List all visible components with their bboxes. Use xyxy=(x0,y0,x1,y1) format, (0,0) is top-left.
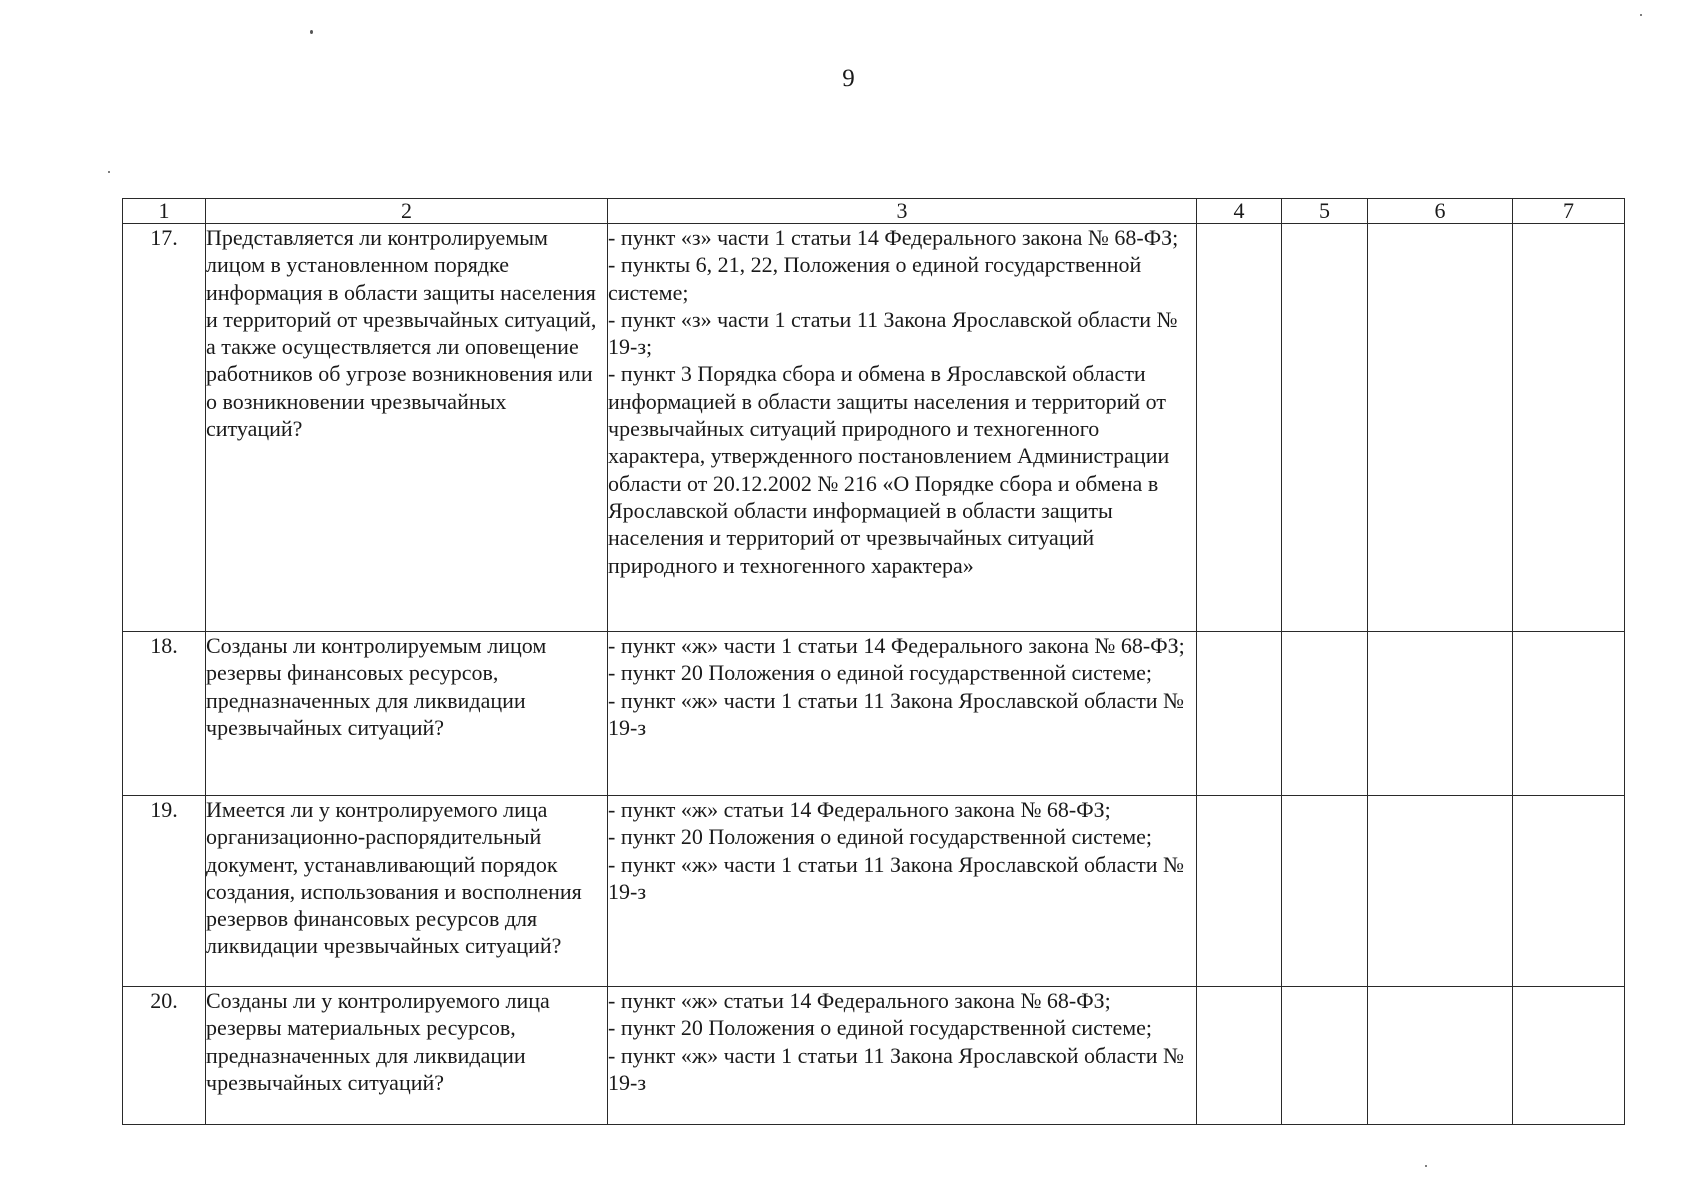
row-number: 17. xyxy=(123,224,206,632)
table-header-row xyxy=(123,199,1625,224)
answer-cell xyxy=(1197,224,1282,632)
answer-cell xyxy=(1368,796,1513,987)
row-number: 19. xyxy=(123,796,206,987)
reference-item: - пункт «ж» части 1 статьи 14 Федерального закона № 68-ФЗ; xyxy=(608,633,1185,658)
reference-item: - пункт «ж» части 1 статьи 11 Закона Ярославской области № 19-з xyxy=(608,851,1185,904)
answer-cell xyxy=(1282,987,1368,1125)
header-cell: 2 xyxy=(206,199,608,224)
answer-cell xyxy=(1513,796,1625,987)
scan-speck xyxy=(1640,14,1642,16)
reference-item: - пункт «ж» части 1 статьи 11 Закона Ярославской области № 19-з xyxy=(608,687,1185,740)
answer-cell xyxy=(1513,987,1625,1125)
scan-speck xyxy=(1425,1165,1427,1167)
answer-cell xyxy=(1197,987,1282,1125)
answer-cell xyxy=(1282,224,1368,632)
table-row xyxy=(123,796,1625,987)
header-cell: 7 xyxy=(1513,199,1625,224)
reference-item: - пункт «з» части 1 статьи 11 Закона Ярославской области № 19-з; xyxy=(608,306,1178,360)
question-text: Созданы ли у контролируемого лица резервы материальных ресурсов, предназначенных для ликвидации чрезвычайных ситуаций? xyxy=(206,987,608,1125)
legal-references xyxy=(608,796,1197,987)
scan-speck xyxy=(108,171,110,173)
legal-references xyxy=(608,224,1197,632)
table-row xyxy=(123,632,1625,796)
page-number: 9 xyxy=(842,65,855,92)
question-text: Созданы ли контролируемым лицом резервы финансовых ресурсов, предназначенных для ликвидации чрезвычайных ситуаций? xyxy=(206,632,608,796)
header-cell: 6 xyxy=(1368,199,1513,224)
reference-item: - пункт 20 Положения о единой государственной системе; xyxy=(608,824,1153,850)
question-text: Имеется ли у контролируемого лица организационно-распорядительный документ, устанавливающий порядок создания, использования и восполнения резервов финансовых ресурсов для ликвидации чрезвычайных ситуаций? xyxy=(206,796,608,987)
reference-item: - пункт 3 Порядка сбора и обмена в Ярославской области информацией в области защиты населения и территорий от чрезвычайных ситуаций природного и техногенного характера, утвержденного постановлением Администрации области от 20.12.2002 № 216 «О Порядке сбора и обмена в Ярославской области информацией в области защиты населения и территорий от чрезвычайных ситуаций природного и техногенного характера» xyxy=(608,361,1170,578)
answer-cell xyxy=(1368,632,1513,796)
row-number: 20. xyxy=(123,987,206,1125)
answer-cell xyxy=(1368,987,1513,1125)
header-cell: 5 xyxy=(1282,199,1368,224)
answer-cell xyxy=(1282,632,1368,796)
row-number: 18. xyxy=(123,632,206,796)
table-row xyxy=(123,224,1625,632)
header-cell: 1 xyxy=(123,199,206,224)
answer-cell xyxy=(1282,796,1368,987)
answer-cell xyxy=(1197,632,1282,796)
legal-references xyxy=(608,632,1197,796)
question-text: Представляется ли контролируемым лицом в установленном порядке информация в области защиты населения и территорий от чрезвычайных ситуаций, а также осуществляется ли оповещение работников об угрозе возникновения или о возникновении чрезвычайных ситуаций? xyxy=(206,224,608,632)
header-cell: 4 xyxy=(1197,199,1282,224)
reference-item: - пункт 20 Положения о единой государственной системе; xyxy=(608,1015,1153,1041)
legal-references xyxy=(608,987,1197,1125)
checklist-table xyxy=(122,198,1625,1125)
header-cell: 3 xyxy=(608,199,1197,224)
table-row xyxy=(123,987,1625,1125)
reference-item: - пункт «з» части 1 статьи 14 Федерального закона № 68-ФЗ; xyxy=(608,225,1179,250)
reference-item: - пункт «ж» статьи 14 Федерального закона № 68-ФЗ; xyxy=(608,988,1111,1013)
scan-speck xyxy=(310,30,313,34)
answer-cell xyxy=(1513,224,1625,632)
reference-item: - пункт «ж» части 1 статьи 11 Закона Ярославской области № 19-з xyxy=(608,1042,1185,1095)
answer-cell xyxy=(1368,224,1513,632)
answer-cell xyxy=(1513,632,1625,796)
answer-cell xyxy=(1197,796,1282,987)
reference-item: - пункты 6, 21, 22, Положения о единой государственной системе; xyxy=(608,252,1142,305)
reference-item: - пункт 20 Положения о единой государственной системе; xyxy=(608,660,1153,686)
reference-item: - пункт «ж» статьи 14 Федерального закона № 68-ФЗ; xyxy=(608,797,1111,822)
